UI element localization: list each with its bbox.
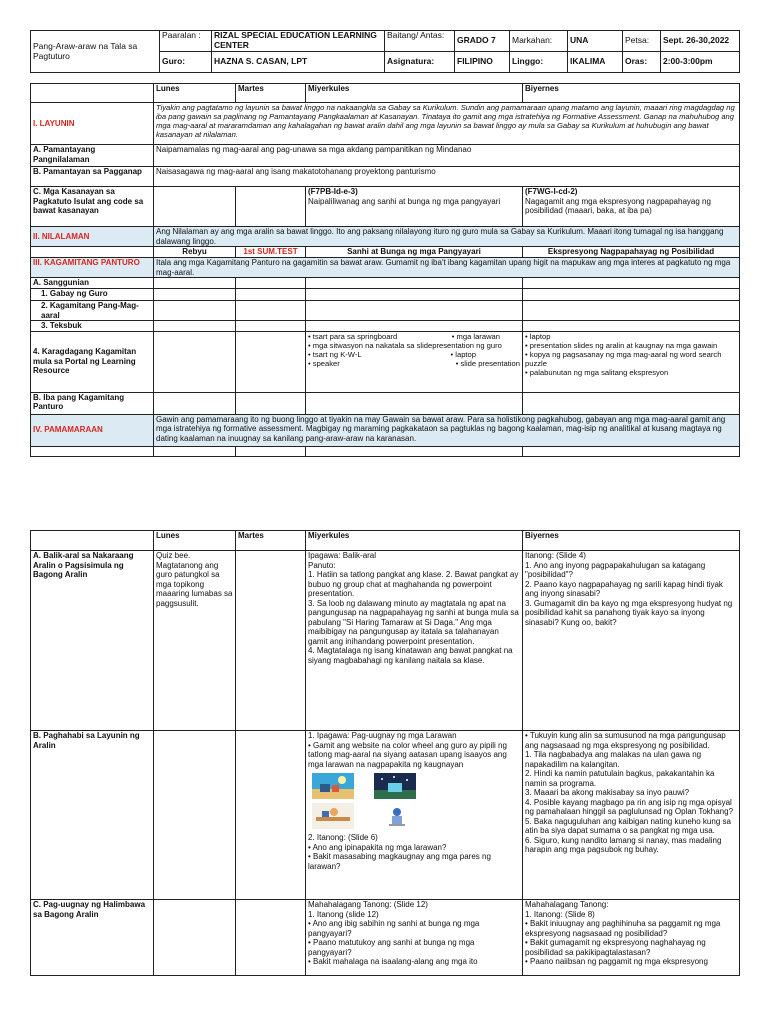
markahan-value: UNA bbox=[568, 31, 623, 52]
pamamaraan-label: IV. PAMAMARAAN bbox=[31, 414, 154, 446]
header-table bbox=[30, 30, 740, 73]
pamantayang-pangnilalaman-text: Naipamamalas ng mag-aaral ang pag-unawa sa mga akdang pampanitikan ng Mindanao bbox=[154, 145, 740, 167]
kagamitan-label: III. KAGAMITANG PANTURO bbox=[31, 258, 154, 278]
procedure-table bbox=[30, 530, 740, 976]
baitang-label: Baitang/ Antas: bbox=[385, 31, 455, 52]
karagdagang-label: 4. Karagdagang Kagamitan mula sa Portal ng Learning Resource bbox=[31, 331, 154, 392]
col-lunes: Lunes bbox=[154, 84, 236, 103]
guro-value: HAZNA S. CASAN, LPT bbox=[212, 52, 385, 73]
paghahabi-wed: 1. Ipagawa: Pag-uugnay ng mga Larawan • Gamit ang website na color wheel ang guro ay pipili ng tatlong mag-aaral na siyang aatasan upang isaayos ang mga larawan na nagpapakita ng kaugnayan 2. Itanong: (Slide 6) • Ano ang ipinapakita ng mga larawan? • Bakit masasabing magkaugnay ang mga pares ng larawan? bbox=[306, 731, 523, 900]
pamantayang-pangnilalaman-label: A. Pamantayang Pangnilalaman bbox=[31, 145, 154, 167]
kasanayan-wed: (F7PB-Id-e-3) Naipaliliwanag ang sanhi at bunga ng mga pangyayari bbox=[306, 187, 523, 227]
col-martes: Martes bbox=[236, 84, 306, 103]
paaralan-value: RIZAL SPECIAL EDUCATION LEARNING CENTER bbox=[212, 31, 385, 52]
halimbawa-label: C. Pag-uugnay ng Halimbawa sa Bagong Aralin bbox=[31, 900, 154, 976]
halimbawa-wed: Mahahalagang Tanong: (Slide 12) 1. Itanong (slide 12) • Ano ang ibig sabihin ng sanhi at bunga ng mga pangyayari? • Paano matutukoy ang sanhi at bunga ng mga pangyayari? • Bakit mahalaga na isaalang-alang ang mga ito bbox=[306, 900, 523, 976]
nilalaman-fri: Ekspresyong Nagpapahayag ng Posibilidad bbox=[523, 247, 740, 258]
pamamaraan-text: Gawin ang pamamaraang ito ng buong linggo at tiyakin na may Gawain sa bawat araw. Para sa holistikong pagkahubog, gabayan ang mga mag-aaral gamit ang mga istratehiya ng formative assessment. Magbigay ng maraming pagkakataon sa pagtuklas ng bagong kaalaman, mag-isip ng analitikal at kusang magtaya ng dating kaalaman na inuugnay sa kanilang pang-araw-araw na karanasan. bbox=[154, 414, 740, 446]
col-miyerkules-2: Miyerkules bbox=[306, 531, 523, 551]
nilalaman-wed: Sanhi at Bunga ng mga Pangyayari bbox=[306, 247, 523, 258]
kagamitan-text: Itala ang mga Kagamitang Panturo na gagamitin sa bawat araw. Gumamit ng iba't ibang kagamitan upang higit na mapukaw ang mga interes at pagkatuto ng mga mag-aaral. bbox=[154, 258, 740, 278]
kasanayan-fri: (F7WG-I-cd-2) Nagagamit ang mga ekspresyong nagpapahayag ng posibilidad (maaari, baka, at iba pa) bbox=[523, 187, 740, 227]
photo-image-2 bbox=[374, 773, 416, 799]
nilalaman-text: Ang Nilalaman ay ang mga aralin sa bawat linggo. Ito ang paksang nilalayong ituro ng guro mula sa Gabay sa Kurikulum. Maaari itong tumagal ng isa hanggang dalawang linggo. bbox=[154, 227, 740, 247]
balik-fri: Itanong: (Slide 4) 1. Ano ang inyong pagpapakahulugan sa katagang "posibilidad"? 2. Paano kayo nagpapahayag ng sarili kapag hindi tiyak ang inyong sinasabi? 3. Gumagamit din ba kayo ng mga ekspresyong hudyat ng posibilidad kahit sa panahong tiyak kayo sa inyong sinasabi? Kung oo, bakit? bbox=[523, 551, 740, 731]
photo-image-3 bbox=[312, 803, 354, 829]
balik-wed: Ipagawa: Balik-aral Panuto: 1. Hatiin sa tatlong pangkat ang klase. 2. Bawat pangkat ay bubuo ng group chat at maghahanda ng powerpoint presentation. 3. Sa loob ng dalawang minuto ay magtatala ng apat na pangungusap na nagpapahayag ng sanhi at bunga mula sa pabulang "Si Haring Tamaraw at Si Daga." Ang mga maibibigay na pangungusap ay itatala sa talahanayan gamit ang inihandang powerpoint presentation. 4. Magtatalaga ng isang kinatawan ang bawat pangkat na siyang magbabahagi ng kanilang naitala sa klase. bbox=[306, 551, 523, 731]
paaralan-label: Paaralan : bbox=[160, 31, 212, 52]
baitang-value: GRADO 7 bbox=[455, 31, 510, 52]
kagamitan-pang-label: 2. Kagamitang Pang-Mag-aaral bbox=[31, 301, 154, 321]
photo-image-4 bbox=[384, 803, 410, 829]
karagdagang-wed: • tsart para sa springboard • mga larawan • mga sitwasyon na nakatala sa slidepresentation ng guro • tsart ng K-W-L • laptop • speaker • slide presentation bbox=[306, 331, 523, 392]
asignatura-label: Asignatura: bbox=[385, 52, 455, 73]
oras-label: Oras: bbox=[623, 52, 661, 73]
col-biyernes: Biyernes bbox=[523, 84, 740, 103]
karagdagang-fri: • laptop • presentation slides ng aralin at kaugnay na mga gawain • kopya ng pagsasanay ng mga mag-aaral ng word search puzzle • palabunutan ng mga salitang ekspresyon bbox=[523, 331, 740, 392]
col-lunes-2: Lunes bbox=[154, 531, 236, 551]
nilalaman-label: II. NILALAMAN bbox=[31, 227, 154, 247]
pamantayan-pagganap-text: Naisasagawa ng mag-aaral ang isang makatotohanang proyektong panturismo bbox=[154, 167, 740, 187]
plan-table bbox=[30, 83, 740, 457]
larawan-images bbox=[312, 773, 520, 799]
doc-title: Pang-Araw-araw na Tala sa Pagtuturo bbox=[31, 31, 160, 73]
pamantayan-pagganap-label: B. Pamantayan sa Pagganap bbox=[31, 167, 154, 187]
halimbawa-fri: Mahahalagang Tanong: 1. Itanong: (Slide 8) • Bakit iniuugnay ang paghihinuha sa paggamit ng mga ekspresyong nagsasaad ng posibilidad? • Bakit gumagamit ng ekspresyong naghahayag ng posibilidad sa pakikipagtalastasan? • Paano naiibsan ng paggamit ng mga ekspresyong bbox=[523, 900, 740, 976]
photo-image-1 bbox=[312, 773, 354, 799]
linggo-value: IKALIMA bbox=[568, 52, 623, 73]
paghahabi-fri: • Tukuyin kung alin sa sumusunod na mga pangungusap ang nagsasaad ng mga ekspresyong ng posibilidad. 1. Tila nagbabadya ang malakas na ulan gawa ng napakadilim na kalangitan. 2. Hindi ka namin patutulain bagkus, pakakantahin ka namin sa programa. 3. Maaari ba akong makisabay sa inyo pauwi? 4. Posible kayang magbago pa rin ang isip ng mga opisyal ng pamahalaan hinggil sa paglulunsad ng Oplan Tokhang? 5. Baka naguguluhan ang kaibigan nating kuneho kung sa atin ba siya dapat sumama o sa pangkat ng mga usa. 6. Siguro, kung nandito lamang si nanay, mas madaling harapin ang mga pagsubok ng buhay. bbox=[523, 731, 740, 900]
markahan-label: Markahan: bbox=[510, 31, 568, 52]
balik-label: A. Balik-aral sa Nakaraang Aralin o Pagsisimula ng Bagong Aralin bbox=[31, 551, 154, 731]
petsa-value: Sept. 26-30,2022 bbox=[661, 31, 740, 52]
sanggunian-label: A. Sanggunian bbox=[31, 278, 154, 289]
larawan-images-2 bbox=[312, 803, 520, 829]
paghahabi-label: B. Paghahabi sa Layunin ng Aralin bbox=[31, 731, 154, 900]
nilalaman-mon: Rebyu bbox=[154, 247, 236, 258]
oras-value: 2:00-3:00pm bbox=[661, 52, 740, 73]
col-miyerkules: Miyerkules bbox=[306, 84, 523, 103]
petsa-label: Petsa: bbox=[623, 31, 661, 52]
balik-mon: Quiz bee. Magtatanong ang guro patungkol sa mga topikong maaaring lumabas sa paggsusulit. bbox=[154, 551, 236, 731]
iba-pa-label: B. Iba pang Kagamitang Panturo bbox=[31, 392, 154, 414]
kasanayan-label: C. Mga Kasanayan sa Pagkatuto Isulat ang code sa bawat kasanayan bbox=[31, 187, 154, 227]
linggo-label: Linggo: bbox=[510, 52, 568, 73]
asignatura-value: FILIPINO bbox=[455, 52, 510, 73]
col-biyernes-2: Biyernes bbox=[523, 531, 740, 551]
layunin-label: I. LAYUNIN bbox=[31, 103, 154, 145]
layunin-text: Tiyakin ang pagtatamo ng layunin sa bawat linggo na nakaangkla sa Gabay sa Kurikulum. Sundin ang pamamaraan upang matamo ang layunin, maaari ring magdagdag ng iba pang gawain sa paglinang ng Pamantayang Pangkaalaman at Kasanayan. Tinataya ito gamit ang mga istratehiya ng Formative Assessment. Ganap na mahuhubog ang mga mag-aaral at mararamdaman ang kahalagahan ng bawat aralin dahil ang mga layunin sa bawat linggo ay mula sa Gabay sa Kurikulum at huhubugin ang bawat kasanayan at nilalaman. bbox=[154, 103, 740, 145]
gabay-label: 1. Gabay ng Guro bbox=[31, 289, 154, 301]
teksbuk-label: 3. Teksbuk bbox=[31, 321, 154, 332]
col-martes-2: Martes bbox=[236, 531, 306, 551]
nilalaman-tue: 1st SUM.TEST bbox=[236, 247, 306, 258]
guro-label: Guro: bbox=[160, 52, 212, 73]
